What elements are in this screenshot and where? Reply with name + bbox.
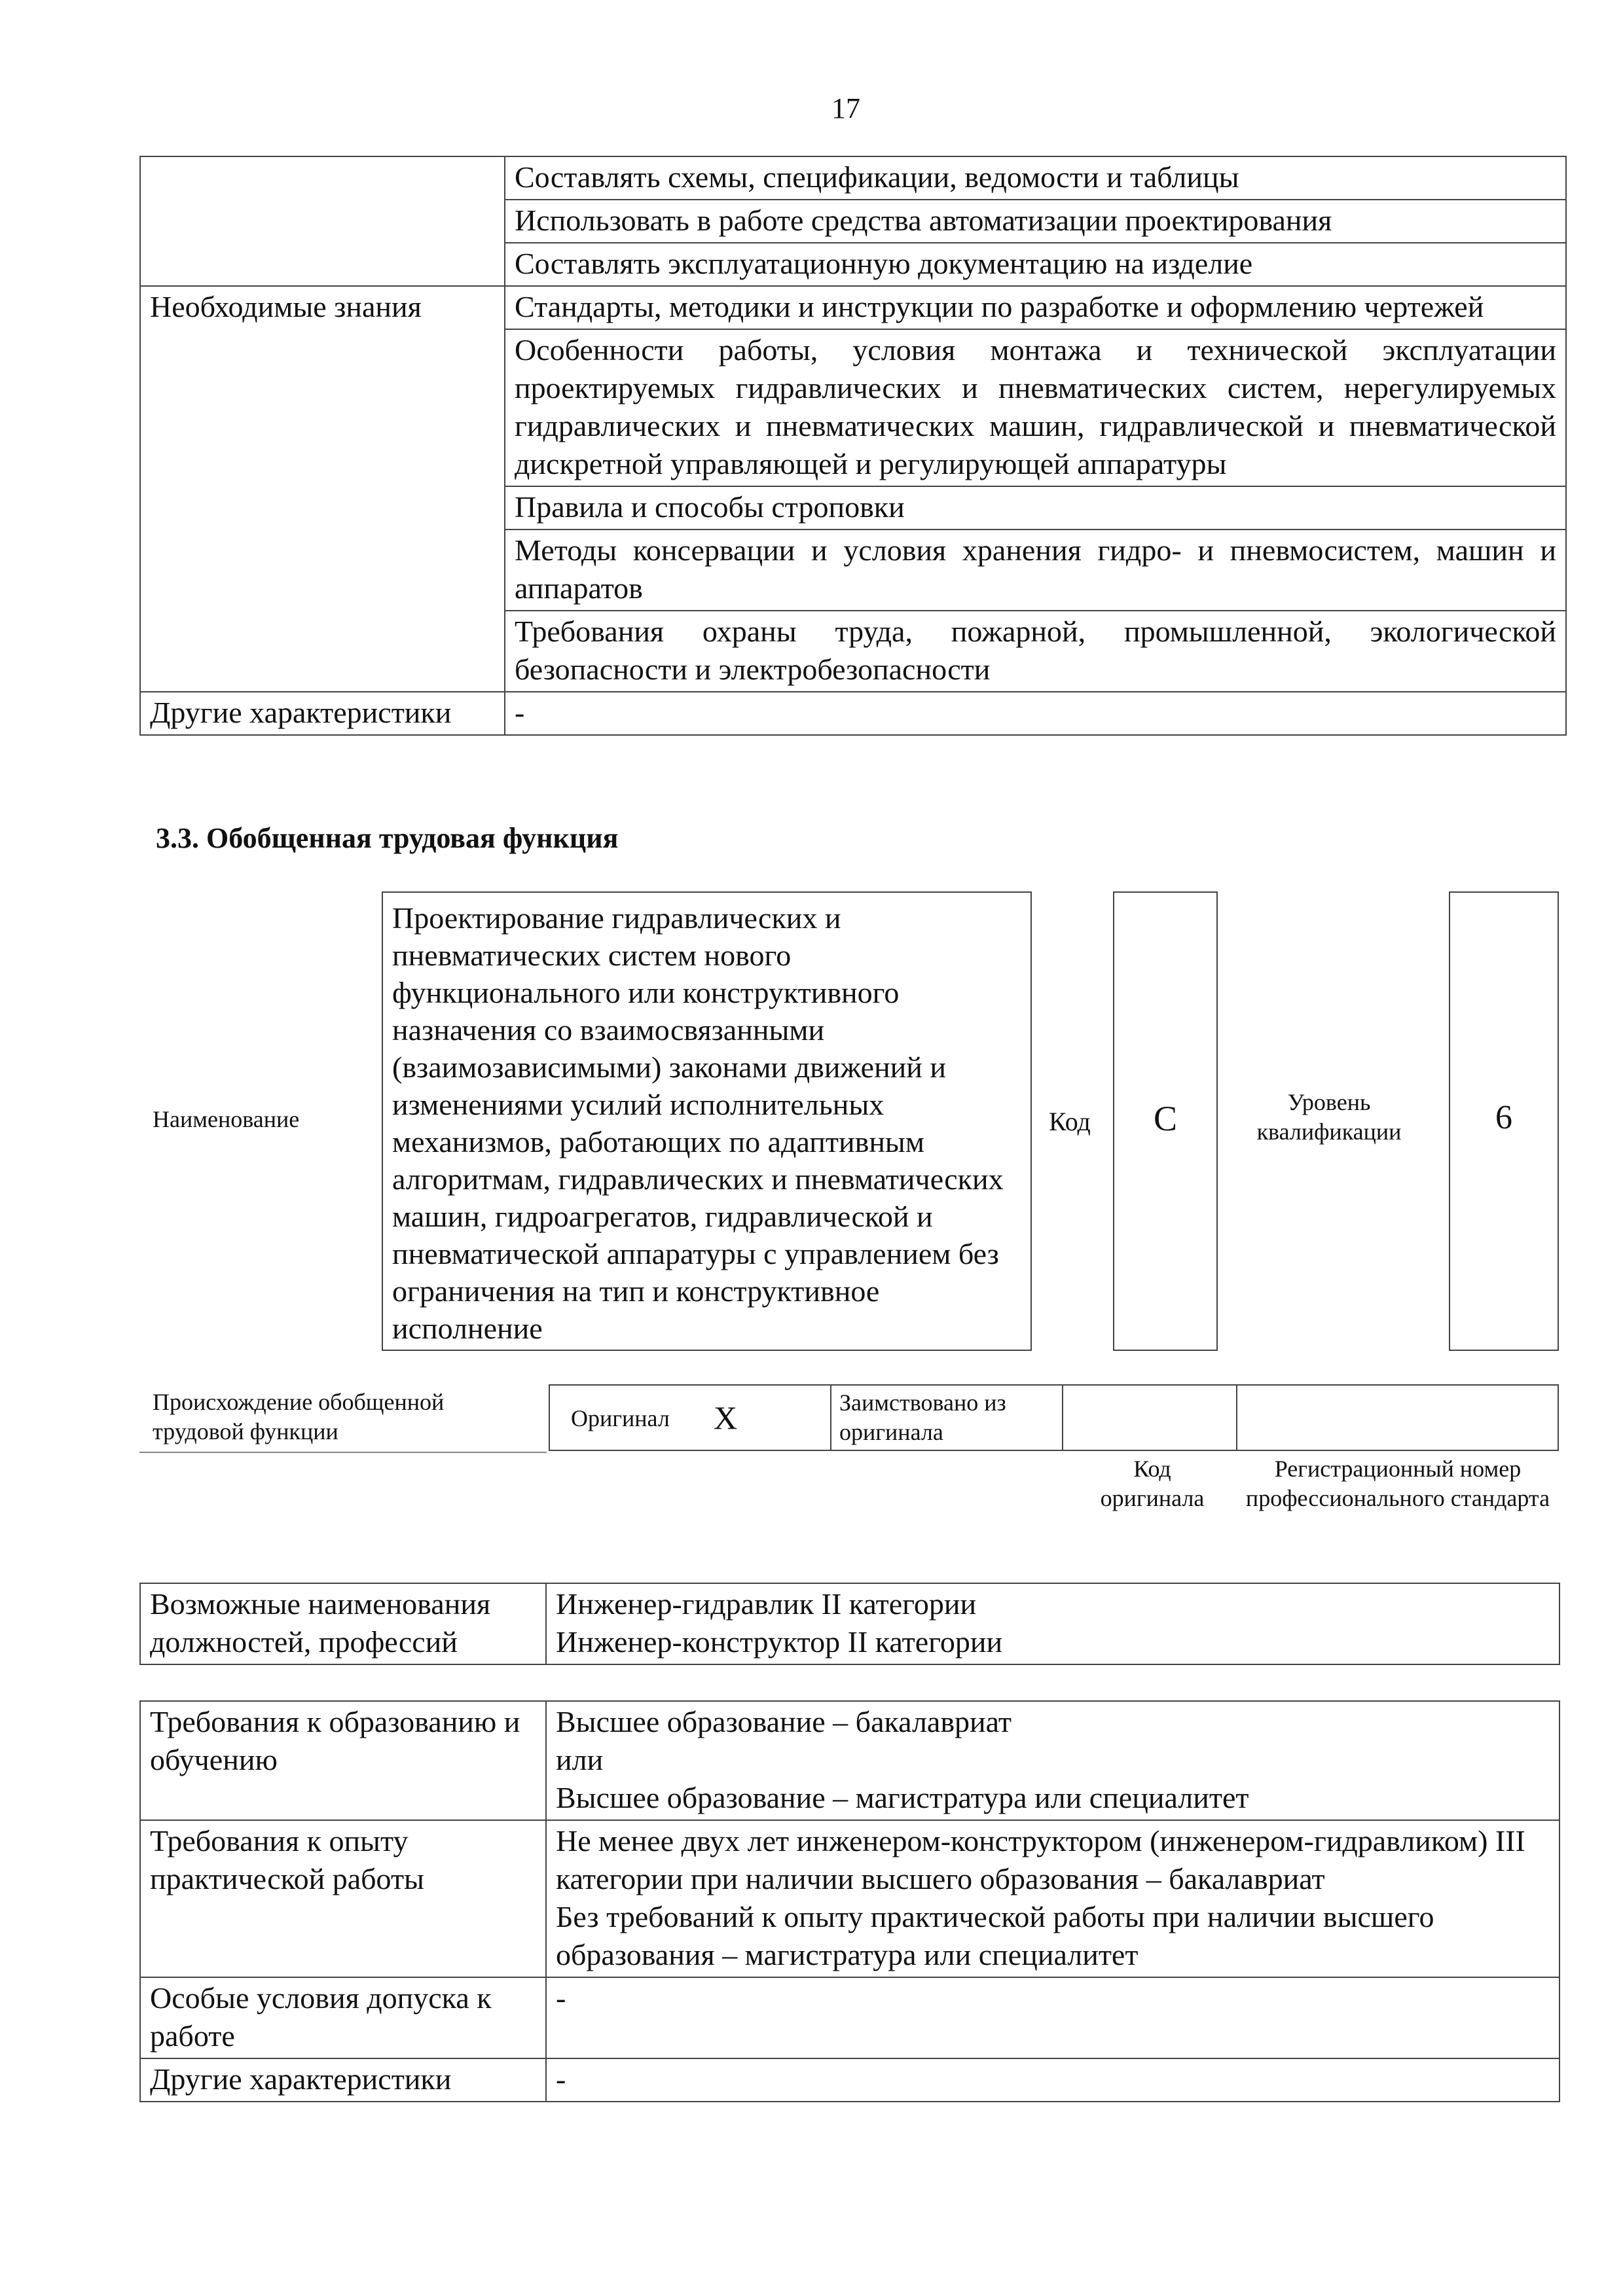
positions-values	[546, 1583, 1559, 1664]
table-row	[140, 286, 1566, 329]
requirement-label: Другие характеристики	[140, 2058, 546, 2102]
original-box	[549, 1384, 831, 1451]
position-item: Инженер-гидравлик II категории	[556, 1587, 977, 1621]
requirement-label: Особые условия допуска к работе	[140, 1977, 546, 2058]
requirement-line: или	[556, 1743, 604, 1776]
skills-label-cell	[140, 156, 505, 286]
origin-underline	[139, 1452, 547, 1453]
knowledge-item: Требования охраны труда, пожарной, промышленной, экологической безопасности и электробезопасности	[505, 611, 1566, 692]
other-value: -	[505, 692, 1566, 735]
name-value: Проектирование гидравлических и пневматических систем нового функционального или конструктивного назначения со взаимосвязанными (взаимозависимыми) законами движений и изменениями усилий исполнительных механизмов, работающих по адаптивным алгоритмам, гидравлических и пневматических машин, гидроагрегатов, гидравлической и пневматической аппаратуры с управлением без ограничения на тип и конструктивное исполнение	[392, 901, 1004, 1345]
borrowed-box	[830, 1384, 1063, 1451]
positions-table	[139, 1583, 1560, 1665]
skill-item: Использовать в работе средства автоматизации проектирования	[505, 200, 1566, 243]
section-title: 3.3. Обобщенная трудовая функция	[156, 822, 619, 854]
original-label: Оригинал	[571, 1405, 670, 1431]
code-value: C	[1153, 1099, 1178, 1138]
level-value: 6	[1495, 1099, 1512, 1136]
position-item: Инженер-конструктор II категории	[556, 1625, 1003, 1659]
table-row	[140, 2058, 1559, 2102]
positions-label: Возможные наименования должностей, профессий	[140, 1583, 546, 1664]
requirement-line: Высшее образование – бакалавриат	[556, 1705, 1012, 1738]
page-number: 17	[831, 92, 860, 124]
level-label: Уровень квалификации	[1256, 1089, 1402, 1145]
origin-label: Происхождение обобщенной трудовой функции	[153, 1389, 445, 1444]
code-label: Код	[1049, 1107, 1091, 1136]
reg-number-caption: Регистрационный номер профессионального стандарта	[1245, 1456, 1550, 1511]
original-mark: X	[714, 1399, 738, 1436]
table-row	[140, 1977, 1559, 2058]
name-label: Наименование	[153, 1106, 300, 1132]
reg-number-box	[1236, 1384, 1559, 1451]
skills-knowledge-table	[139, 156, 1567, 736]
other-label: Другие характеристики	[140, 692, 505, 735]
table-row	[140, 156, 1566, 200]
table-row	[140, 692, 1566, 735]
table-row	[140, 1820, 1559, 1977]
table-row	[140, 1583, 1559, 1664]
knowledge-item: Методы консервации и условия хранения гидро- и пневмосистем, машин и аппаратов	[505, 529, 1566, 611]
name-box	[382, 891, 1032, 1351]
requirement-value	[546, 1820, 1559, 1977]
knowledge-item: Правила и способы строповки	[505, 486, 1566, 529]
knowledge-label: Необходимые знания	[140, 286, 505, 692]
requirement-line: Без требований к опыту практической работы при наличии высшего образования – магистратура или специалитет	[556, 1900, 1434, 1971]
requirement-line: Не менее двух лет инженером-конструктором (инженером-гидравликом) III категории при наличии высшего образования – бакалавриат	[556, 1824, 1525, 1895]
requirement-line: Высшее образование – магистратура или специалитет	[556, 1781, 1249, 1814]
level-box	[1449, 891, 1559, 1351]
code-original-caption: Код оригинала	[1100, 1456, 1205, 1511]
requirements-table	[139, 1700, 1560, 2102]
requirement-label: Требования к опыту практической работы	[140, 1820, 546, 1977]
skill-item: Составлять эксплуатационную документацию на изделие	[505, 243, 1566, 286]
code-box	[1113, 891, 1218, 1351]
requirement-value: -	[546, 2058, 1559, 2102]
knowledge-item: Стандарты, методики и инструкции по разработке и оформлению чертежей	[505, 286, 1566, 329]
requirement-value	[546, 1701, 1559, 1820]
requirement-label: Требования к образованию и обучению	[140, 1701, 546, 1820]
code-original-box	[1062, 1384, 1237, 1451]
borrowed-label: Заимствовано из оригинала	[839, 1390, 1006, 1445]
skill-item: Составлять схемы, спецификации, ведомости и таблицы	[505, 156, 1566, 200]
table-row	[140, 1701, 1559, 1820]
requirement-value: -	[546, 1977, 1559, 2058]
knowledge-item: Особенности работы, условия монтажа и технической эксплуатации проектируемых гидравлических и пневматических систем, нерегулируемых гидравлических и пневматических машин, гидравлической и пневматической дискретной управляющей и регулирующей аппаратуры	[505, 329, 1566, 486]
